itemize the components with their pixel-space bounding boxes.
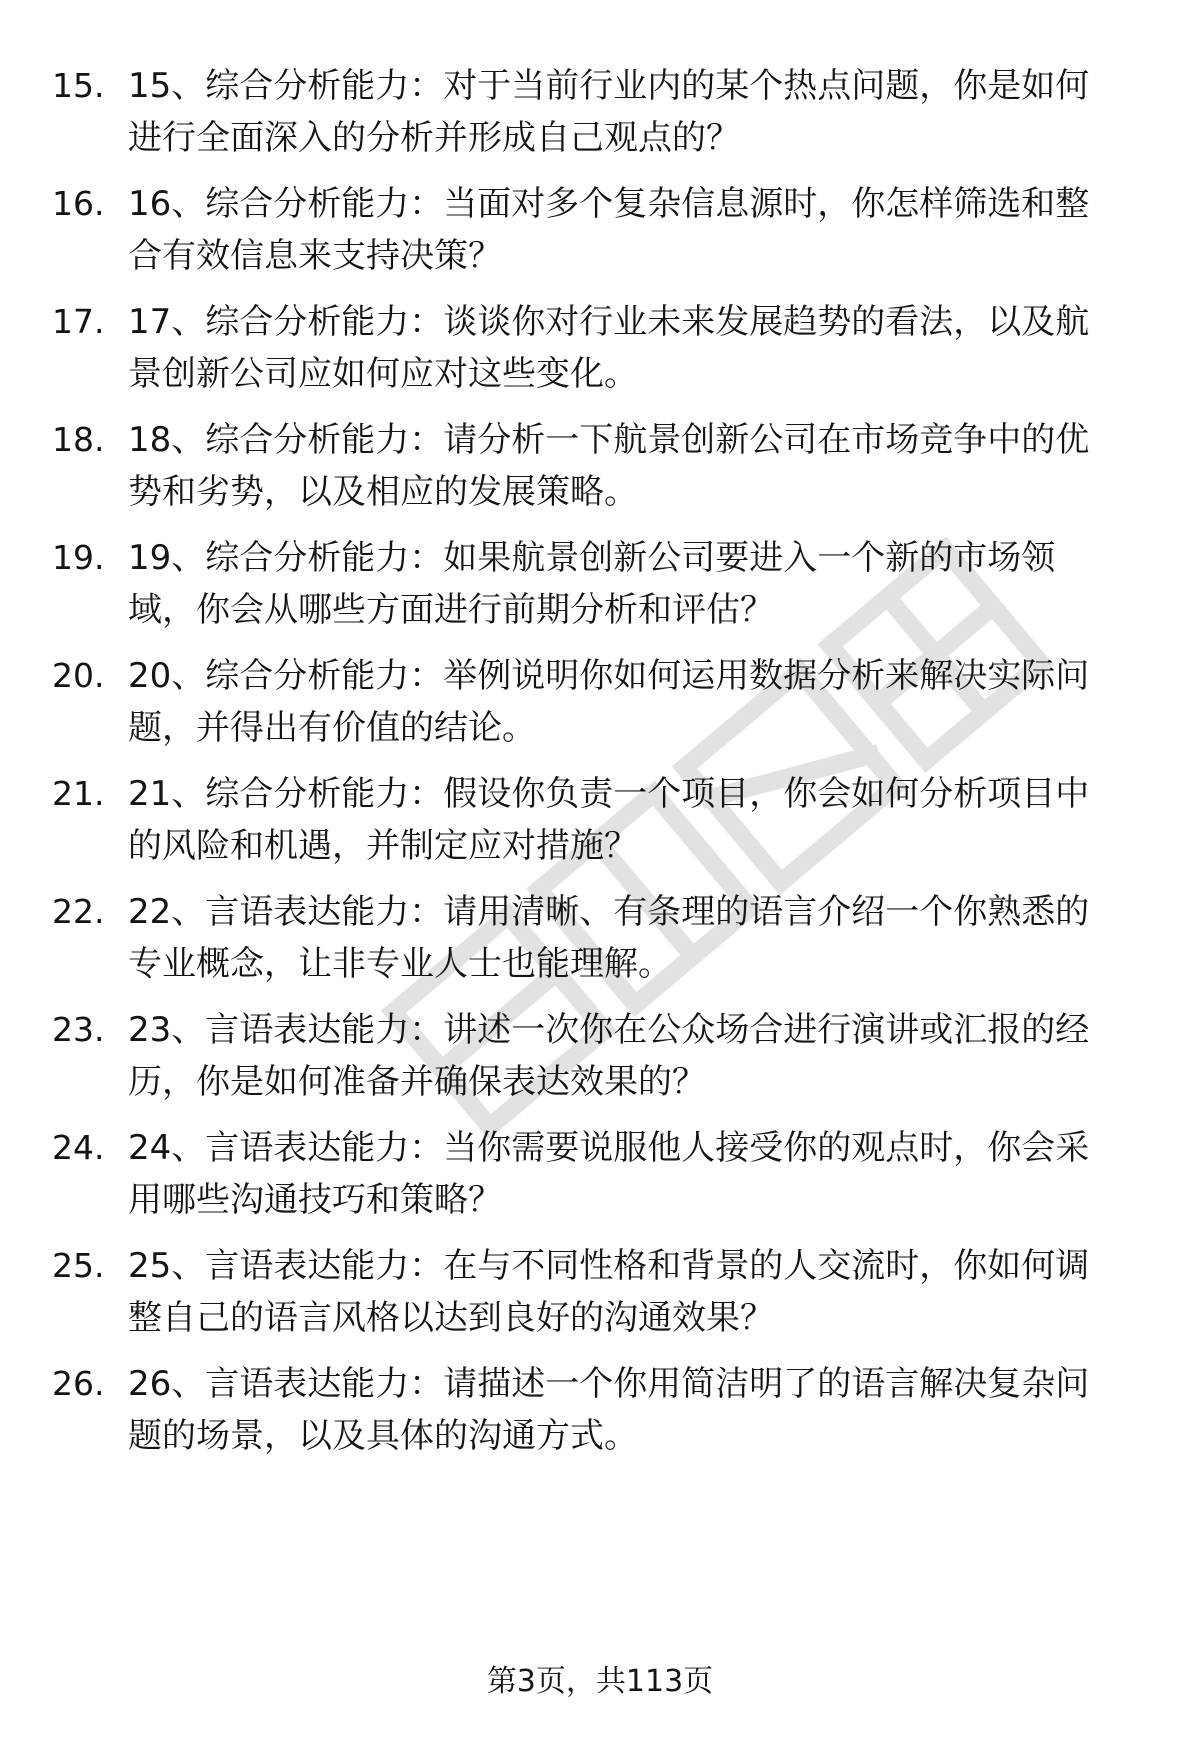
question-line: 26、言语表达能力：请描述一个你用简洁明了的语言解决复杂问 — [128, 1364, 1090, 1404]
item-number: 26. — [52, 1364, 105, 1403]
item-number: 24. — [52, 1128, 105, 1167]
question-line: 域，你会从哪些方面进行前期分析和评估？ — [128, 590, 774, 630]
list-item — [0, 60, 1200, 170]
question-line: 21、综合分析能力：假设你负责一个项目，你会如何分析项目中 — [128, 774, 1090, 814]
item-number: 25. — [52, 1246, 105, 1285]
list-item — [0, 886, 1200, 996]
question-line: 23、言语表达能力：讲述一次你在公众场合进行演讲或汇报的经 — [128, 1010, 1090, 1050]
list-item — [0, 296, 1200, 406]
list-item — [0, 414, 1200, 524]
item-number: 17. — [52, 302, 105, 341]
list-item — [0, 1358, 1200, 1468]
question-line: 19、综合分析能力：如果航景创新公司要进入一个新的市场领 — [128, 538, 1056, 578]
question-text — [128, 178, 1158, 282]
question-line: 历，你是如何准备并确保表达效果的？ — [128, 1062, 706, 1102]
question-text — [128, 886, 1158, 990]
question-line: 景创新公司应如何应对这些变化。 — [128, 354, 638, 394]
item-number: 15. — [52, 66, 105, 105]
question-line: 22、言语表达能力：请用清晰、有条理的语言介绍一个你熟悉的 — [128, 892, 1090, 932]
question-text — [128, 532, 1158, 636]
item-number: 16. — [52, 184, 105, 223]
question-text — [128, 1240, 1158, 1344]
list-item — [0, 1122, 1200, 1232]
question-line: 17、综合分析能力：谈谈你对行业未来发展趋势的看法，以及航 — [128, 302, 1090, 342]
question-text — [128, 768, 1158, 872]
item-number: 19. — [52, 538, 105, 577]
item-number: 20. — [52, 656, 105, 695]
question-line: 势和劣势，以及相应的发展策略。 — [128, 472, 638, 512]
question-line: 题的场景，以及具体的沟通方式。 — [128, 1416, 638, 1456]
question-text — [128, 60, 1158, 164]
question-text — [128, 296, 1158, 400]
list-item — [0, 178, 1200, 288]
question-text — [128, 650, 1158, 754]
question-line: 15、综合分析能力：对于当前行业内的某个热点问题，你是如何 — [128, 66, 1090, 106]
question-line: 16、综合分析能力：当面对多个复杂信息源时，你怎样筛选和整 — [128, 184, 1090, 224]
question-line: 专业概念，让非专业人士也能理解。 — [128, 944, 672, 984]
question-line: 整自己的语言风格以达到良好的沟通效果？ — [128, 1298, 774, 1338]
question-line: 20、综合分析能力：举例说明你如何运用数据分析来解决实际问 — [128, 656, 1090, 696]
question-line: 的风险和机遇，并制定应对措施？ — [128, 826, 638, 866]
question-line: 题，并得出有价值的结论。 — [128, 708, 536, 748]
question-line: 进行全面深入的分析并形成自己观点的？ — [128, 118, 740, 158]
list-item — [0, 1004, 1200, 1114]
question-line: 25、言语表达能力：在与不同性格和背景的人交流时，你如何调 — [128, 1246, 1090, 1286]
item-number: 18. — [52, 420, 105, 459]
list-item — [0, 768, 1200, 878]
question-text — [128, 1122, 1158, 1226]
question-line: 24、言语表达能力：当你需要说服他人接受你的观点时，你会采 — [128, 1128, 1090, 1168]
question-line: 合有效信息来支持决策？ — [128, 236, 502, 276]
item-number: 22. — [52, 892, 105, 931]
question-text — [128, 1004, 1158, 1108]
question-text — [128, 414, 1158, 518]
list-item — [0, 532, 1200, 642]
question-line: 用哪些沟通技巧和策略？ — [128, 1180, 502, 1220]
page-footer: 第3页，共113页 — [486, 1664, 714, 1699]
list-item — [0, 650, 1200, 760]
list-item — [0, 1240, 1200, 1350]
question-text — [128, 1358, 1158, 1462]
item-number: 23. — [52, 1010, 105, 1049]
item-number: 21. — [52, 774, 105, 813]
question-line: 18、综合分析能力：请分析一下航景创新公司在市场竞争中的优 — [128, 420, 1090, 460]
